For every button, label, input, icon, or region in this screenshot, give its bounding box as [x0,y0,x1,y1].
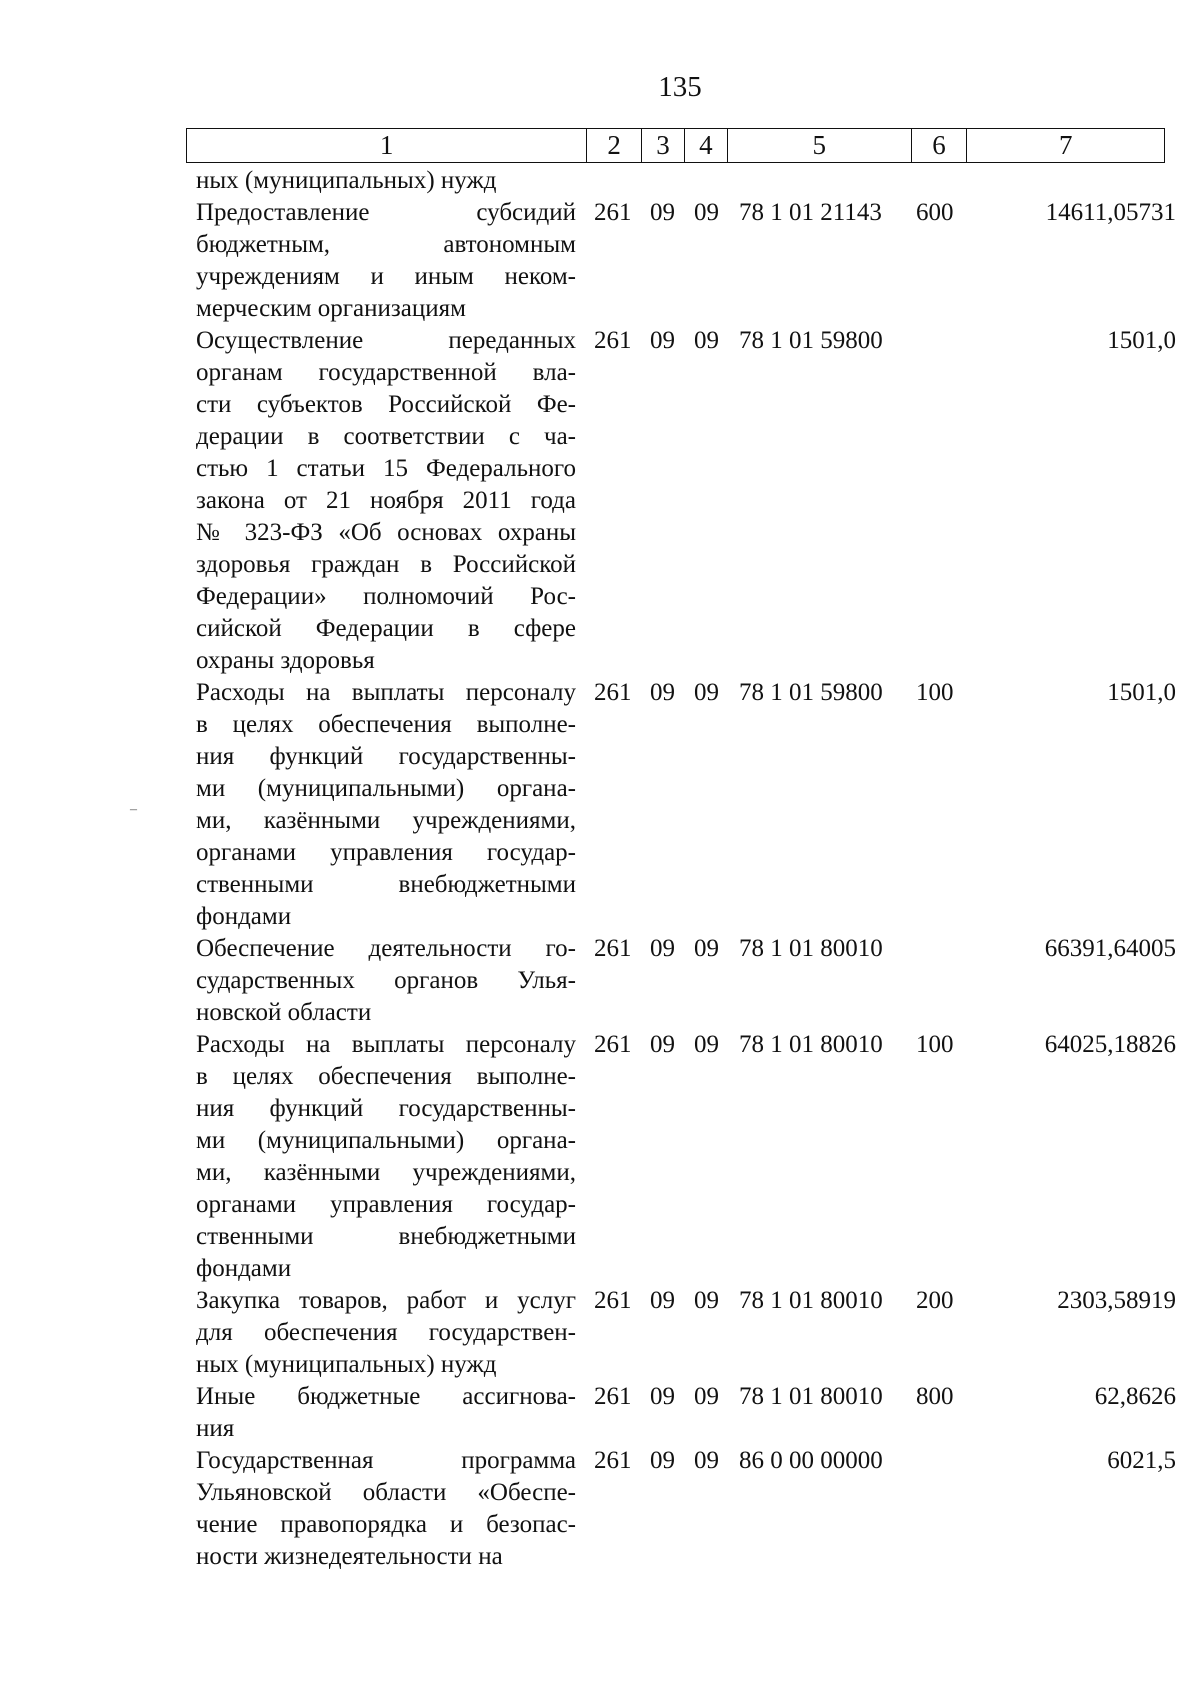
scan-mark: – [130,802,137,817]
description-line: Закупка товаров, работ и услуг [196,1287,576,1314]
header-cell-1: 1 [187,129,587,162]
table-row [196,933,1196,1029]
cell-c4: 09 [694,1031,719,1058]
cell-c3: 09 [650,1383,675,1410]
cell-c6: 600 [916,199,954,226]
description-line: охраны здоровья [196,647,375,674]
description-line: в целях обеспечения выполне- [196,1063,576,1090]
cell-c3: 09 [650,1447,675,1474]
cell-c2: 261 [594,1383,632,1410]
description-line: № 323-ФЗ «Об основах охраны [196,519,576,546]
page-number: 135 [658,71,702,103]
table-row [196,197,1196,325]
cell-c7: 14611,05731 [1045,199,1176,226]
description-line: ми, казёнными учреждениями, [196,1159,576,1186]
description-line: Иные бюджетные ассигнова- [196,1383,576,1410]
cell-c2: 261 [594,199,632,226]
table-row [196,677,1196,933]
row-description [196,1285,576,1381]
description-line: в целях обеспечения выполне- [196,711,576,738]
header-cell-5: 5 [728,129,912,162]
cell-c4: 09 [694,1383,719,1410]
table-row [196,1029,1196,1285]
description-line: Расходы на выплаты персоналу [196,1031,576,1058]
description-line: ности жизнедеятельности на [196,1543,503,1570]
cell-c3: 09 [650,327,675,354]
row-description [196,197,576,325]
cell-c6: 200 [916,1287,954,1314]
description-line: сти субъектов Российской Фе- [196,391,576,418]
description-line: ных (муниципальных) нужд [196,167,497,194]
cell-c7: 6021,5 [1107,1447,1176,1474]
description-line: органами управления государ- [196,1191,576,1218]
description-line: Расходы на выплаты персоналу [196,679,576,706]
description-line: бюджетным, автономным [196,231,576,258]
description-line: ми, казёнными учреждениями, [196,807,576,834]
cell-c4: 09 [694,1287,719,1314]
cell-c4: 09 [694,1447,719,1474]
table-body [196,165,1196,1573]
description-line: Федерации» полномочий Рос- [196,583,576,610]
cell-c7: 1501,0 [1107,327,1176,354]
description-line: учреждениям и иным неком- [196,263,576,290]
description-line: Предоставление субсидий [196,199,576,226]
cell-c2: 261 [594,1031,632,1058]
cell-c7: 66391,64005 [1044,935,1176,962]
cell-c6: 800 [916,1383,954,1410]
cell-c5: 78 1 01 80010 [739,1287,883,1314]
cell-c7: 64025,18826 [1044,1031,1176,1058]
cell-c2: 261 [594,935,632,962]
description-line: чение правопорядка и безопас- [196,1511,576,1538]
table-row [196,1445,1196,1573]
cell-c4: 09 [694,327,719,354]
table-row [196,325,1196,677]
description-line: фондами [196,903,292,930]
header-cell-4: 4 [685,129,728,162]
description-line: ственными внебюджетными [196,871,576,898]
description-line: стью 1 статьи 15 Федерального [196,455,576,482]
description-line: новской области [196,999,372,1026]
description-line: ми (муниципальными) органа- [196,1127,576,1154]
description-line: сийской Федерации в сфере [196,615,576,642]
cell-c6: 100 [916,679,954,706]
row-description [196,165,576,197]
description-line: Осуществление переданных [196,327,576,354]
cell-c7: 1501,0 [1107,679,1176,706]
row-description [196,677,576,933]
cell-c7: 62,8626 [1094,1383,1176,1410]
description-line: Ульяновской области «Обеспе- [196,1479,576,1506]
row-description [196,325,576,677]
description-line: для обеспечения государствен- [196,1319,576,1346]
description-line: сударственных органов Улья- [196,967,576,994]
cell-c4: 09 [694,199,719,226]
cell-c2: 261 [594,327,632,354]
cell-c3: 09 [650,679,675,706]
cell-c3: 09 [650,199,675,226]
description-line: Государственная программа [196,1447,576,1474]
cell-c6: 100 [916,1031,954,1058]
cell-c2: 261 [594,1287,632,1314]
cell-c5: 78 1 01 59800 [739,679,883,706]
description-line: органам государственной вла- [196,359,576,386]
description-line: ния функций государственны- [196,743,576,770]
cell-c5: 86 0 00 00000 [739,1447,883,1474]
cell-c3: 09 [650,1287,675,1314]
cell-c2: 261 [594,679,632,706]
cell-c5: 78 1 01 80010 [739,935,883,962]
table-row [196,1381,1196,1445]
description-line: мерческим организациям [196,295,466,322]
cell-c5: 78 1 01 59800 [739,327,883,354]
cell-c4: 09 [694,935,719,962]
row-description [196,1029,576,1285]
row-description [196,1445,576,1573]
cell-c4: 09 [694,679,719,706]
description-line: органами управления государ- [196,839,576,866]
description-line: ния функций государственны- [196,1095,576,1122]
cell-c3: 09 [650,935,675,962]
cell-c3: 09 [650,1031,675,1058]
header-cell-2: 2 [587,129,642,162]
header-cell-6: 6 [912,129,968,162]
description-line: дерации в соответствии с ча- [196,423,576,450]
description-line: здоровья граждан в Российской [196,551,576,578]
table-row [196,165,1196,197]
description-line: ных (муниципальных) нужд [196,1351,497,1378]
description-line: ственными внебюджетными [196,1223,576,1250]
cell-c5: 78 1 01 21143 [739,199,882,226]
description-line: закона от 21 ноября 2011 года [196,487,576,514]
table-header [186,128,1165,163]
cell-c5: 78 1 01 80010 [739,1383,883,1410]
row-description [196,1381,576,1445]
description-line: ми (муниципальными) органа- [196,775,576,802]
cell-c7: 2303,58919 [1057,1287,1176,1314]
header-cell-3: 3 [642,129,685,162]
description-line: фондами [196,1255,292,1282]
header-cell-7: 7 [1058,130,1073,160]
cell-c5: 78 1 01 80010 [739,1031,883,1058]
table-row [196,1285,1196,1381]
row-description [196,933,576,1029]
description-line: ния [196,1415,235,1442]
description-line: Обеспечение деятельности го- [196,935,576,962]
cell-c2: 261 [594,1447,632,1474]
